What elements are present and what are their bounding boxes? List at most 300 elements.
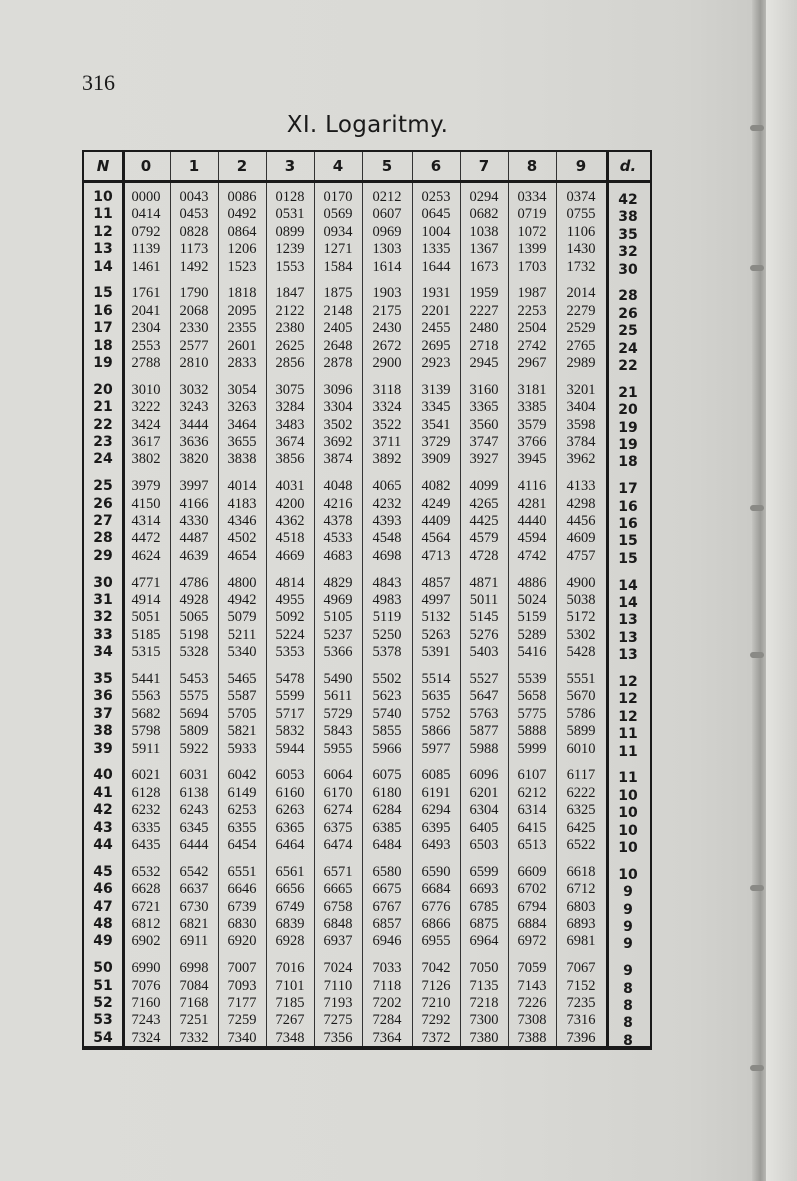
mantissa-cell: 7067 [566,960,596,977]
mantissa-cell: 5877 [469,723,499,740]
difference-cell: 18 [618,454,638,471]
row-number: 34 [93,644,113,661]
table-row [84,626,650,644]
mantissa-cell: 4166 [179,495,209,512]
mantissa-cell: 6304 [469,802,499,819]
mantissa-cell: 1072 [517,223,547,240]
mantissa-cell: 6848 [323,916,353,932]
column-header: 9 [575,157,587,175]
mantissa-cell: 7007 [227,960,257,977]
mantissa-cell: 6325 [566,802,596,819]
row-number: 42 [93,802,113,819]
mantissa-cell: 5647 [469,688,499,705]
mantissa-cell: 4997 [421,592,451,608]
table-row [84,302,650,320]
mantissa-cell: 2923 [421,355,451,371]
mantissa-cell: 3222 [131,399,161,416]
mantissa-cell: 5922 [179,740,209,757]
mantissa-cell: 5717 [275,705,305,722]
mantissa-cell: 6628 [131,881,161,898]
mantissa-cell: 7259 [227,1012,257,1029]
difference-cell: 24 [618,340,638,357]
mantissa-cell: 4014 [227,478,257,495]
mantissa-cell: 3674 [275,434,305,450]
column-header: 3 [284,157,296,175]
mantissa-cell: 3784 [566,434,596,450]
mantissa-cell: 7308 [517,1012,547,1029]
row-number: 28 [93,530,113,547]
mantissa-cell: 6739 [227,898,257,915]
mantissa-cell: 7324 [131,1029,161,1046]
mantissa-cell: 3118 [372,381,402,398]
difference-cell: 38 [618,209,638,226]
mantissa-cell: 6911 [179,933,209,950]
mantissa-cell: 5478 [275,671,305,687]
table-row [84,784,650,802]
mantissa-cell: 4472 [131,530,161,547]
mantissa-cell: 4579 [469,530,499,547]
row-number: 46 [93,881,113,898]
mantissa-cell: 6435 [131,837,161,853]
row-number: 36 [93,688,113,705]
mantissa-cell: 6464 [275,837,305,853]
table-row [84,416,650,434]
mantissa-cell: 1673 [469,258,499,275]
difference-cell: 14 [618,577,638,594]
mantissa-cell: 0453 [179,206,209,223]
mantissa-cell: 3856 [275,451,305,468]
mantissa-cell: 7118 [372,977,402,994]
mantissa-cell: 2148 [323,302,353,319]
mantissa-cell: 4955 [275,592,305,608]
mantissa-cell: 2742 [517,337,547,354]
mantissa-cell: 2279 [566,302,596,319]
mantissa-cell: 4048 [323,478,353,495]
mantissa-cell: 6355 [227,819,257,836]
row-number: 45 [93,863,113,880]
mantissa-cell: 0253 [421,189,451,205]
mantissa-cell: 6684 [421,881,451,898]
mantissa-cell: 1271 [323,241,353,258]
mantissa-cell: 5763 [469,705,499,722]
mantissa-cell: 7093 [227,977,257,994]
mantissa-cell: 4065 [372,478,402,495]
difference-cell: 11 [618,726,638,743]
mantissa-cell: 7316 [566,1012,596,1029]
table-row [84,766,650,787]
mantissa-cell: 3598 [566,416,596,433]
mantissa-cell: 2856 [275,355,305,371]
mantissa-cell: 6201 [469,784,499,801]
mantissa-cell: 3945 [517,451,547,468]
mantissa-cell: 0607 [372,206,402,223]
mantissa-cell: 6893 [566,916,596,932]
mantissa-cell: 6580 [372,863,402,880]
mantissa-cell: 5453 [179,671,209,687]
mantissa-cell: 6375 [323,819,353,836]
mantissa-cell: 5775 [517,705,547,722]
difference-cell: 28 [618,288,638,305]
mantissa-cell: 6503 [469,837,499,853]
mantissa-cell: 3729 [421,434,451,450]
mantissa-cell: 3032 [179,381,209,398]
mantissa-cell: 4281 [517,495,547,512]
mantissa-cell: 3962 [566,451,596,468]
binding-stitch [750,885,764,891]
mantissa-cell: 3304 [323,399,353,416]
mantissa-cell: 6561 [275,863,305,880]
table-row [84,863,650,881]
mantissa-cell: 5740 [372,705,402,722]
mantissa-cell: 0043 [179,189,209,205]
table-row [84,705,650,723]
mantissa-cell: 6042 [227,767,257,784]
page-number: 316 [82,70,115,95]
mantissa-cell: 6981 [566,933,596,950]
mantissa-cell: 4713 [421,547,451,564]
mantissa-cell: 6946 [372,933,402,950]
difference-cell: 8 [623,1032,633,1049]
mantissa-cell: 6928 [275,933,305,950]
table-row [84,529,650,550]
mantissa-cell: 5263 [421,626,451,643]
mantissa-cell: 5539 [517,671,547,687]
mantissa-cell: 2553 [131,337,161,354]
mantissa-cell: 6821 [179,916,209,932]
mantissa-cell: 2900 [372,355,402,371]
mantissa-cell: 3541 [421,416,451,433]
mantissa-cell: 5843 [323,723,353,740]
mantissa-cell: 2405 [323,320,353,337]
mantissa-cell: 4829 [323,574,353,591]
mantissa-cell: 7160 [131,995,161,1011]
mantissa-cell: 0899 [275,223,305,240]
mantissa-cell: 1790 [179,285,209,302]
mantissa-cell: 5705 [227,705,257,722]
difference-cell: 42 [618,192,638,208]
mantissa-cell: 1399 [517,241,547,258]
mantissa-cell: 2227 [469,302,499,319]
mantissa-cell: 6395 [421,819,451,836]
table-row [84,898,650,916]
mantissa-cell: 2765 [566,337,596,354]
table-row [84,381,650,399]
mantissa-cell: 4548 [372,530,402,547]
mantissa-cell: 6758 [323,898,353,915]
binding-stitch [750,652,764,658]
mantissa-cell: 7243 [131,1012,161,1029]
mantissa-cell: 5694 [179,705,209,722]
mantissa-cell: 0792 [131,223,161,240]
mantissa-cell: 4082 [421,478,451,495]
mantissa-cell: 5623 [372,688,402,705]
table-row [84,801,650,822]
mantissa-cell: 4487 [179,530,209,547]
mantissa-cell: 6415 [517,819,547,836]
mantissa-cell: 7033 [372,960,402,977]
mantissa-cell: 6830 [227,916,257,932]
mantissa-cell: 6117 [566,767,596,784]
mantissa-cell: 3243 [179,399,209,416]
mantissa-cell: 6656 [275,881,305,898]
mantissa-cell: 3927 [469,451,499,468]
mantissa-cell: 6425 [566,819,596,836]
mantissa-cell: 5575 [179,688,209,705]
row-number: 14 [93,258,113,275]
table-row [84,188,650,206]
mantissa-cell: 4857 [421,574,451,591]
mantissa-cell: 6493 [421,837,451,853]
mantissa-cell: 6920 [227,933,257,950]
mantissa-cell: 4564 [421,530,451,547]
mantissa-cell: 5328 [179,644,209,661]
mantissa-cell: 1987 [517,285,547,302]
mantissa-cell: 6794 [517,898,547,915]
mantissa-cell: 5011 [469,592,499,608]
column-header: 0 [140,157,152,175]
mantissa-cell: 6749 [275,898,305,915]
mantissa-cell: 4871 [469,574,499,591]
mantissa-cell: 1430 [566,241,596,258]
row-number: 20 [93,381,113,398]
mantissa-cell: 6875 [469,916,499,932]
mantissa-cell: 4654 [227,547,257,564]
mantissa-cell: 1206 [227,241,257,258]
mantissa-cell: 5428 [566,644,596,661]
mantissa-cell: 2014 [566,285,596,302]
mantissa-cell: 0086 [227,189,257,205]
mantissa-cell: 7235 [566,995,596,1011]
mantissa-cell: 5276 [469,626,499,643]
mantissa-cell: 3139 [421,381,451,398]
mantissa-cell: 7356 [323,1029,353,1046]
mantissa-cell: 4031 [275,478,305,495]
row-number: 32 [93,609,113,626]
mantissa-cell: 5250 [372,626,402,643]
difference-cell: 32 [618,244,638,261]
mantissa-cell: 0492 [227,206,257,223]
mantissa-cell: 3365 [469,399,499,416]
binding-stitch [750,505,764,511]
difference-cell: 26 [618,305,638,322]
mantissa-cell: 0569 [323,206,353,223]
difference-cell: 22 [618,358,638,374]
mantissa-cell: 0414 [131,206,161,223]
difference-cell: 14 [618,595,638,611]
mantissa-cell: 6542 [179,863,209,880]
mantissa-cell: 6646 [227,881,257,898]
mantissa-cell: 7332 [179,1029,209,1046]
mantissa-cell: 2648 [323,337,353,354]
mantissa-cell: 6484 [372,837,402,853]
table-row [84,450,650,471]
row-number: 15 [93,285,113,302]
mantissa-cell: 4346 [227,513,257,529]
mantissa-cell: 7275 [323,1012,353,1029]
mantissa-cell: 4669 [275,547,305,564]
mantissa-cell: 6314 [517,802,547,819]
mantissa-cell: 5465 [227,671,257,687]
mantissa-cell: 1492 [179,258,209,275]
mantissa-cell: 5988 [469,740,499,757]
mantissa-cell: 2380 [275,320,305,337]
mantissa-cell: 6170 [323,784,353,801]
mantissa-cell: 6085 [421,767,451,784]
mantissa-cell: 5105 [323,609,353,626]
row-number: 48 [93,916,113,932]
mantissa-cell: 2967 [517,355,547,371]
table-row [84,398,650,419]
mantissa-cell: 5786 [566,705,596,722]
mantissa-cell: 2695 [421,337,451,354]
mantissa-cell: 6839 [275,916,305,932]
row-number: 19 [93,355,113,371]
mantissa-cell: 6964 [469,933,499,950]
difference-cell: 15 [618,533,638,550]
mantissa-cell: 4133 [566,478,596,495]
mantissa-cell: 1303 [372,241,402,258]
mantissa-cell: 7143 [517,977,547,994]
mantissa-cell: 4099 [469,478,499,495]
mantissa-cell: 6075 [372,767,402,784]
mantissa-cell: 7348 [275,1029,305,1046]
mantissa-cell: 3979 [131,478,161,495]
column-header: 5 [381,157,393,175]
mantissa-cell: 5855 [372,723,402,740]
mantissa-cell: 4456 [566,513,596,529]
difference-cell: 15 [618,550,638,567]
mantissa-cell: 4440 [517,513,547,529]
mantissa-cell: 6385 [372,819,402,836]
column-header: N [96,157,110,175]
mantissa-cell: 0682 [469,206,499,223]
mantissa-cell: 3096 [323,381,353,398]
mantissa-cell: 0828 [179,223,209,240]
column-header: 4 [332,157,344,175]
mantissa-cell: 1959 [469,285,499,302]
mantissa-cell: 0755 [566,206,596,223]
row-number: 50 [93,960,113,977]
mantissa-cell: 6937 [323,933,353,950]
mantissa-cell: 4624 [131,547,161,564]
mantissa-cell: 5809 [179,723,209,740]
mantissa-cell: 4265 [469,495,499,512]
mantissa-cell: 5185 [131,626,161,643]
mantissa-cell: 7396 [566,1029,596,1046]
mantissa-cell: 5527 [469,671,499,687]
mantissa-cell: 2480 [469,320,499,337]
mantissa-cell: 6884 [517,916,547,932]
difference-cell: 19 [618,437,638,453]
mantissa-cell: 5888 [517,723,547,740]
mantissa-cell: 7042 [421,960,451,977]
mantissa-cell: 3802 [131,451,161,468]
table-row [84,608,650,629]
column-header: d. [619,157,637,175]
row-number: 24 [93,451,113,468]
mantissa-cell: 3747 [469,434,499,450]
mantissa-cell: 4518 [275,530,305,547]
table-row [84,547,650,565]
mantissa-cell: 1931 [421,285,451,302]
mantissa-cell: 4200 [275,495,305,512]
mantissa-cell: 3766 [517,434,547,450]
mantissa-cell: 5224 [275,626,305,643]
mantissa-cell: 5237 [323,626,353,643]
mantissa-cell: 4698 [372,547,402,564]
mantissa-cell: 7388 [517,1029,547,1046]
row-number: 27 [93,513,113,529]
difference-cell: 21 [618,384,638,401]
mantissa-cell: 3997 [179,478,209,495]
row-number: 53 [93,1012,113,1029]
mantissa-cell: 2529 [566,320,596,337]
mantissa-cell: 4942 [227,592,257,608]
mantissa-cell: 5366 [323,644,353,661]
mantissa-cell: 2601 [227,337,257,354]
difference-cell: 13 [618,629,638,646]
mantissa-cell: 2504 [517,320,547,337]
row-number: 39 [93,740,113,757]
mantissa-cell: 2253 [517,302,547,319]
row-number: 30 [93,574,113,591]
mantissa-cell: 4362 [275,513,305,529]
mantissa-cell: 4425 [469,513,499,529]
mantissa-cell: 0531 [275,206,305,223]
mantissa-cell: 7292 [421,1012,451,1029]
difference-cell: 8 [623,980,633,997]
mantissa-cell: 4757 [566,547,596,564]
mantissa-cell: 1875 [323,285,353,302]
mantissa-cell: 5391 [421,644,451,661]
row-number: 33 [93,626,113,643]
difference-cell: 12 [618,674,638,690]
table-row [84,977,650,995]
mantissa-cell: 5635 [421,688,451,705]
mantissa-cell: 3636 [179,434,209,450]
mantissa-cell: 0645 [421,206,451,223]
difference-cell: 12 [618,708,638,725]
mantissa-cell: 7059 [517,960,547,977]
mantissa-cell: 4969 [323,592,353,608]
table-row [84,240,650,261]
mantissa-cell: 4983 [372,592,402,608]
mantissa-cell: 0000 [131,189,161,205]
row-number: 38 [93,723,113,740]
row-number: 16 [93,302,113,319]
mantissa-cell: 3874 [323,451,353,468]
mantissa-cell: 6609 [517,863,547,880]
mantissa-cell: 4683 [323,547,353,564]
mantissa-cell: 5065 [179,609,209,626]
mantissa-cell: 4116 [517,478,547,495]
mantissa-cell: 3181 [517,381,547,398]
mantissa-cell: 5092 [275,609,305,626]
mantissa-cell: 5416 [517,644,547,661]
mantissa-cell: 7126 [421,977,451,994]
row-number: 47 [93,898,113,915]
mantissa-cell: 7050 [469,960,499,977]
mantissa-cell: 1038 [469,223,499,240]
mantissa-cell: 6767 [372,898,402,915]
mantissa-cell: 5302 [566,626,596,643]
mantissa-cell: 4378 [323,513,353,529]
mantissa-cell: 6128 [131,784,161,801]
mantissa-cell: 4330 [179,513,209,529]
mantissa-cell: 7210 [421,995,451,1011]
row-number: 23 [93,434,113,450]
mantissa-cell: 7202 [372,995,402,1011]
